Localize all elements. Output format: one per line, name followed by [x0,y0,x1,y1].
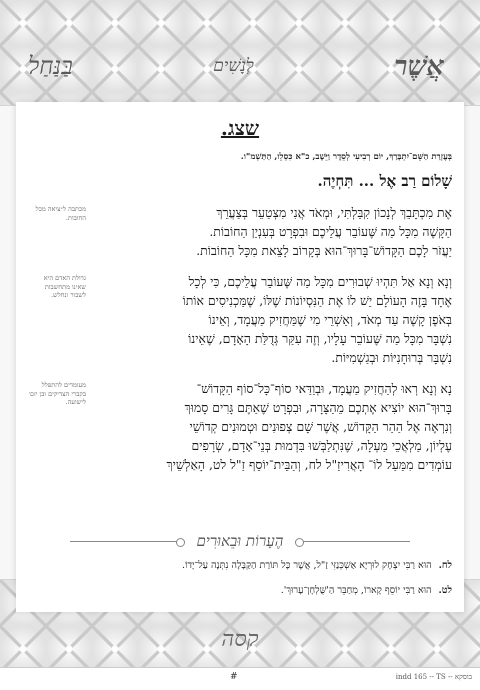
header-title-left: בַּנַּחַל [28,51,73,80]
paragraph-1 [28,203,452,260]
footnote-number: לט. [438,585,452,596]
paragraph-line: עֶלְיוֹן, מַלְאֲכֵי מַעְלָה, שֶׁנִּתְלַבְּשׁוּ בִּדְמוּת בְּנֵי־אָדָם, שְׂרָפִים [191,438,452,453]
paragraph-text [96,203,452,260]
letter-heading: שצג. [220,116,260,140]
paragraph-line: אֶת מִכְתָּבֵךְ לְנָכוֹן קִבַּלְתִּי, וּמְאֹד אֲנִי מִצְטַעֵר בְּצַעֲרֵךְ [216,205,452,220]
header-title-mid: לְנָשִׁים [213,56,254,76]
paragraph-line: בָּרוּךְ־הוּא יוֹצִיא אֶתְכֶם מֵהַצָּרָה, וּבִפְרָט שֶׁאַתֶּם גָּרִים סָמוּךְ [184,400,452,415]
paragraph-line: יַעֲזֹר לָכֶם הַקָּדוֹשׁ־בָּרוּךְ־הוּא בְּקָרוֹב לָצֵאת מִכָּל הַחוֹבוֹת. [196,243,452,258]
margin-note: גדולת האדם היא שאינו מתחשבות לשבור ונחלש. [43,274,86,299]
notes-divider-label: הֶעָרוֹת וּבֵאוּרִים [196,531,284,550]
footnote-number: לח. [438,560,452,571]
paragraph-line: אֶחָד בָּזֶה הָעוֹלָם יֵשׁ לוֹ אֶת הַנִּסְיוֹנוֹת שֶׁלּוֹ, שֶׁמַּכְנִיסִים אוֹתוֹ [182,293,452,308]
footnote [40,585,452,596]
letter-dateline: בְּעֶזְרַת הַשֵּׁם־יִתְבָּרַךְ, יוֹם רְבִיעִי לְסֵדֶר וַיֵּשֶׁב, כ"א כִּסְלֵו, הַתַּשְׁמ"ו. [240,152,452,162]
paragraph-line: הַקָּשֶׁה מִכָּל מַה שֶּׁעוֹבֵר עֲלֵיכֶם וּבִפְרָט בְּעִנְיַן הַחוֹבוֹת. [209,224,452,239]
book-header [16,48,464,84]
divider-ornament-right [295,541,410,542]
paragraph-line: וְנִרְאֶה אֶל הַהַר הַקָּדוֹשׁ, אֲשֶׁר שָׁם צְפוּנִים וּטְמוּנִים קְדוֹשֵׁי [189,419,452,434]
paragraph-2 [28,272,452,367]
letter-content [28,112,452,486]
slug-hash: # [230,672,238,682]
paragraph-text [96,379,452,474]
print-slug [0,667,480,690]
footnote-text: הוּא רַבִּי יִצְחָק לוּרְיָא אַשְׁכְּנַזִּי זַ"ל, אֲשֶׁר כָּל תּוֹרַת הַקַּבָּלָה נִתְּנָה עַל־יָדוֹ. [182,560,432,571]
footnote [40,560,452,571]
paragraph-line: נִשְׁבָּר מִכָּל מַה שֶּׁעוֹבֵר עָלָיו, וְזֶה עִקַּר גְּדֻלַּת הָאָדָם, שֶׁאֵינוֹ [188,331,452,346]
header-title-right: אֲשֶׁר [394,50,444,82]
divider-ornament-left [70,541,185,542]
notes-divider [70,531,410,551]
margin-note: מכתבה ל״ציאה מכל החובות. [35,205,86,222]
paragraph-line: נִשְׁבָּר בְּרוּחָנִיּוֹת וּבְגַשְׁמִיּוֹת. [331,350,452,365]
footnote-text: הוּא רַבִּי יוֹסֵף קָארוֹ, מְחַבֵּר הַ'שֻּׁלְחָן־עָרוּךְ'. [280,585,432,596]
paragraph-line: נָא וְנָא רְאוּ לְהַחֲזִיק מַעֲמָד, וּבְוַדַּאי סוֹף־כָּל־סוֹף הַקָּדוֹשׁ־ [196,381,452,396]
slug-meta: indd 165 -- TS -- בוסקא [395,673,472,681]
paragraph-line: וְנָא וְנָא אַל תִּהְיוּ שְׁבוּרִים מִכָּל מַה שֶּׁעוֹבֵר עֲלֵיכֶם, כִּי לְכָל [188,274,452,289]
paragraph-3 [28,379,452,474]
paragraph-text [96,272,452,367]
footnotes [40,560,452,610]
margin-note: מעומדים להתפלל בקברי הצדיקים ובן יזכו לישועה. [29,381,86,406]
paragraph-line: בְּאֹפֶן קָשֶׁה עַד מְאֹד, וְאַשְׁרֵי מִי שֶׁמַּחֲזִיק מַעֲמָד, וְאֵינוֹ [208,312,452,327]
page-number: קסה [221,627,259,652]
paragraph-line: עוֹמְדִים מִמַּעַל לוֹ־ הָאֲרִיזַ"ל לח, וְהַבֵּית־יוֹסֵף זַ"ל לט, הָאַלְשֵׁיךְ [166,457,452,472]
letter-greeting: שָׁלוֹם רַב אֶל ... תִּחְיֶה. [317,172,452,190]
